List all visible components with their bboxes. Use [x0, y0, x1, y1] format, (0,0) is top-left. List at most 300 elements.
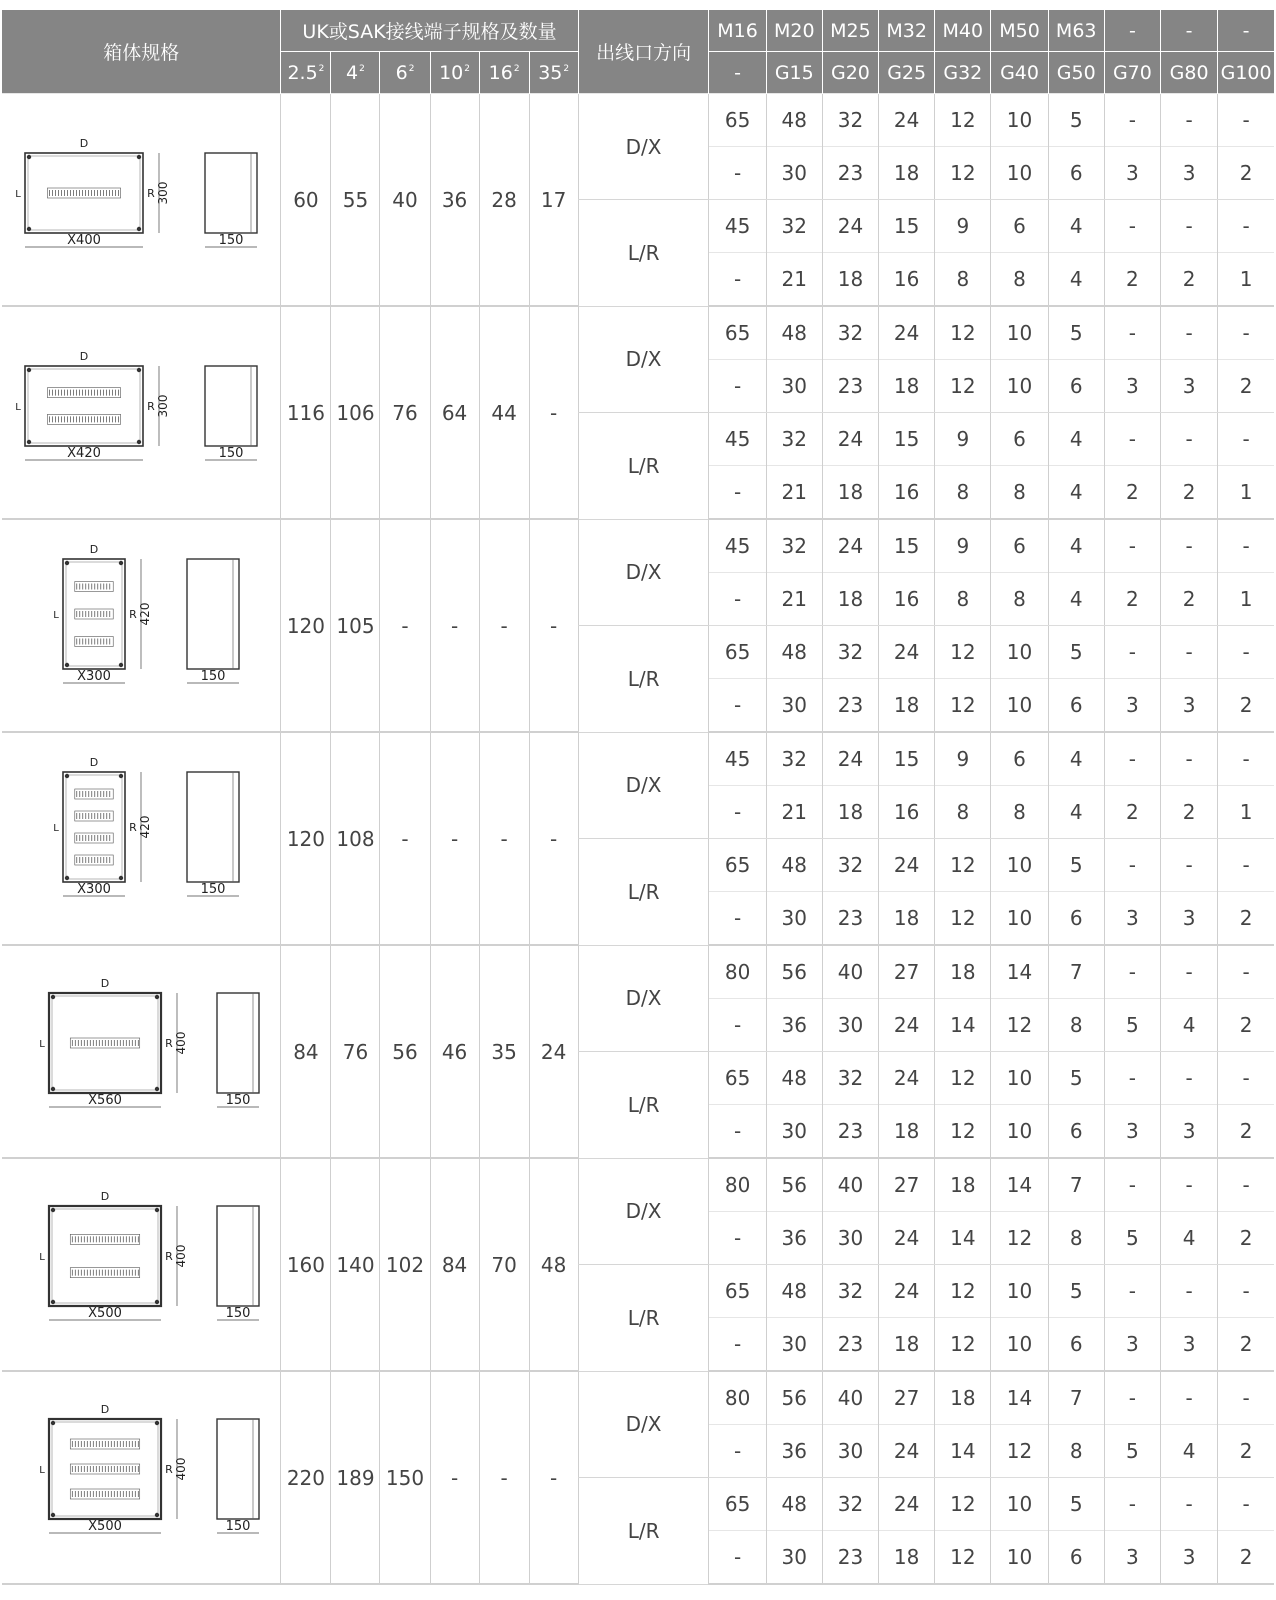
- pipe-thread-count-cell: 12: [935, 1531, 991, 1585]
- outlet-direction-cell: L/R: [578, 839, 709, 946]
- metric-thread-count-cell: 14: [991, 1158, 1048, 1212]
- pipe-thread-count-cell: 10: [991, 147, 1048, 200]
- metric-thread-count-cell: 65: [709, 1052, 766, 1105]
- pipe-thread-count-cell: 8: [1048, 1212, 1104, 1265]
- terminal-count-cell: 106: [331, 306, 380, 519]
- metric-thread-count-cell: -: [1161, 413, 1218, 466]
- pipe-thread-count-cell: 2: [1218, 1105, 1274, 1159]
- pipe-thread-count-cell: 1: [1218, 573, 1274, 626]
- drawing-right-label: R: [165, 1036, 174, 1050]
- pipe-thread-count-cell: 8: [935, 253, 991, 307]
- pipe-thread-count-cell: 36: [766, 999, 822, 1052]
- metric-thread-count-cell: -: [1104, 839, 1160, 892]
- outlet-direction-cell: D/X: [578, 1371, 709, 1478]
- terminal-count-cell: 120: [281, 519, 331, 732]
- pipe-thread-count-cell: 36: [766, 1212, 822, 1265]
- metric-thread-count-cell: -: [1161, 200, 1218, 253]
- outlet-direction-cell: D/X: [578, 732, 709, 839]
- outlet-direction-header: 出线口方向: [578, 10, 709, 94]
- metric-thread-count-cell: 10: [991, 1052, 1048, 1105]
- pipe-thread-count-cell: 12: [935, 147, 991, 200]
- pipe-thread-count-cell: 23: [822, 679, 878, 733]
- drawing-width-value: X300: [77, 668, 112, 684]
- metric-thread-count-cell: 45: [709, 200, 766, 253]
- drawing-side-label: L: [15, 188, 21, 200]
- table-row: [2, 519, 1274, 573]
- drawing-width-value: X560: [88, 1092, 123, 1108]
- metric-thread-count-cell: -: [1218, 626, 1274, 679]
- pipe-thread-count-cell: 2: [1161, 573, 1218, 626]
- pipe-thread-count-cell: 1: [1218, 253, 1274, 307]
- pipe-thread-count-cell: 6: [1048, 1318, 1104, 1372]
- pipe-thread-header: G20: [822, 52, 878, 94]
- pipe-thread-count-cell: 18: [822, 786, 878, 839]
- drawing-height-value: 400: [174, 1031, 189, 1054]
- metric-thread-count-cell: 80: [709, 1158, 766, 1212]
- metric-thread-count-cell: 56: [766, 1371, 822, 1425]
- metric-thread-count-cell: 18: [935, 945, 991, 999]
- metric-thread-count-cell: 40: [822, 1158, 878, 1212]
- box-drawing-side: [217, 1419, 259, 1534]
- metric-thread-count-cell: 5: [1048, 839, 1104, 892]
- drawing-side-label: L: [15, 401, 21, 413]
- pipe-thread-count-cell: 10: [991, 1531, 1048, 1585]
- drawing-depth-value: 150: [225, 1518, 251, 1534]
- pipe-thread-count-cell: 2: [1218, 1212, 1274, 1265]
- metric-thread-header: M25: [822, 10, 878, 52]
- drawing-depth-value: 150: [225, 1305, 251, 1321]
- pipe-thread-count-cell: 2: [1218, 360, 1274, 413]
- metric-thread-count-cell: 7: [1048, 1158, 1104, 1212]
- pipe-thread-count-cell: 3: [1161, 1318, 1218, 1372]
- pipe-thread-count-cell: 30: [822, 1212, 878, 1265]
- metric-thread-count-cell: 7: [1048, 945, 1104, 999]
- pipe-thread-count-cell: 18: [822, 253, 878, 307]
- pipe-thread-count-cell: 23: [822, 1531, 878, 1585]
- metric-thread-header: M50: [991, 10, 1048, 52]
- table-header: [2, 10, 1274, 94]
- pipe-thread-count-cell: 16: [879, 786, 935, 839]
- pipe-thread-count-cell: -: [709, 892, 766, 946]
- metric-thread-count-cell: -: [1218, 306, 1274, 360]
- table-row: [2, 1158, 1274, 1212]
- terminal-count-cell: -: [479, 1371, 529, 1584]
- pipe-thread-count-cell: 12: [991, 999, 1048, 1052]
- metric-thread-count-cell: 48: [766, 1478, 822, 1531]
- pipe-thread-count-cell: 30: [822, 999, 878, 1052]
- metric-thread-count-cell: 80: [709, 1371, 766, 1425]
- pipe-thread-count-cell: 30: [766, 679, 822, 733]
- table-row: [2, 94, 1274, 147]
- terminal-count-cell: 44: [479, 306, 529, 519]
- pipe-thread-count-cell: 10: [991, 360, 1048, 413]
- metric-thread-count-cell: 4: [1048, 200, 1104, 253]
- metric-thread-count-cell: 32: [766, 413, 822, 466]
- drawing-right-label: R: [129, 607, 138, 621]
- metric-thread-count-cell: -: [1161, 94, 1218, 147]
- terminal-count-cell: 24: [529, 945, 578, 1158]
- pipe-thread-count-cell: 10: [991, 679, 1048, 733]
- terminal-count-cell: -: [380, 732, 430, 945]
- terminal-count-cell: 84: [281, 945, 331, 1158]
- terminal-count-cell: -: [430, 732, 479, 945]
- table-row: [2, 1371, 1274, 1425]
- terminal-count-cell: 48: [529, 1158, 578, 1371]
- terminal-count-cell: 140: [331, 1158, 380, 1371]
- metric-thread-count-cell: -: [1104, 1478, 1160, 1531]
- metric-thread-count-cell: 45: [709, 519, 766, 573]
- drawing-side-label: L: [53, 822, 59, 834]
- box-drawing-front: [39, 1403, 188, 1534]
- pipe-thread-count-cell: 4: [1048, 573, 1104, 626]
- terminal-count-cell: -: [479, 732, 529, 945]
- metric-thread-count-cell: -: [1104, 1052, 1160, 1105]
- metric-thread-header: M40: [935, 10, 991, 52]
- metric-thread-count-cell: -: [1104, 945, 1160, 999]
- metric-thread-count-cell: 9: [935, 200, 991, 253]
- drawing-side-label: L: [39, 1038, 45, 1050]
- drawing-height-value: 300: [156, 394, 171, 417]
- metric-thread-count-cell: -: [1218, 945, 1274, 999]
- box-drawing-side: [217, 1206, 259, 1321]
- metric-thread-count-cell: 24: [822, 413, 878, 466]
- drawing-top-label: D: [100, 976, 110, 990]
- pipe-thread-count-cell: 2: [1218, 147, 1274, 200]
- box-drawing-side: [217, 993, 259, 1108]
- outlet-direction-cell: L/R: [578, 413, 709, 520]
- pipe-thread-header: G50: [1048, 52, 1104, 94]
- terminal-count-cell: 76: [380, 306, 430, 519]
- metric-thread-count-cell: 5: [1048, 1478, 1104, 1531]
- pipe-thread-count-cell: 16: [879, 466, 935, 520]
- metric-thread-count-cell: 24: [822, 732, 878, 786]
- pipe-thread-count-cell: 14: [935, 1212, 991, 1265]
- pipe-thread-count-cell: 12: [935, 892, 991, 946]
- terminal-count-cell: -: [529, 732, 578, 945]
- pipe-thread-count-cell: 18: [822, 573, 878, 626]
- table-body: [2, 94, 1274, 1585]
- metric-thread-count-cell: 15: [879, 519, 935, 573]
- metric-thread-count-cell: -: [1218, 1478, 1274, 1531]
- pipe-thread-count-cell: 18: [879, 1531, 935, 1585]
- metric-thread-count-cell: -: [1104, 1371, 1160, 1425]
- spec-table-wrapper: [2, 10, 1274, 1585]
- terminal-count-cell: 64: [430, 306, 479, 519]
- pipe-thread-count-cell: 21: [766, 253, 822, 307]
- metric-thread-count-cell: -: [1161, 1265, 1218, 1318]
- pipe-thread-count-cell: 1: [1218, 786, 1274, 839]
- pipe-thread-count-cell: 12: [935, 1105, 991, 1159]
- drawing-top-label: D: [89, 755, 99, 769]
- drawing-top-label: D: [100, 1402, 110, 1416]
- outlet-direction-cell: D/X: [578, 94, 709, 200]
- metric-thread-count-cell: 48: [766, 839, 822, 892]
- metric-thread-header: M16: [709, 10, 766, 52]
- pipe-thread-count-cell: -: [709, 1212, 766, 1265]
- outlet-direction-cell: L/R: [578, 1052, 709, 1159]
- metric-thread-count-cell: -: [1161, 839, 1218, 892]
- pipe-thread-count-cell: 2: [1218, 1425, 1274, 1478]
- metric-thread-count-cell: 27: [879, 945, 935, 999]
- metric-thread-count-cell: 56: [766, 945, 822, 999]
- pipe-thread-count-cell: 8: [935, 573, 991, 626]
- terminal-count-cell: 150: [380, 1371, 430, 1584]
- pipe-thread-count-cell: 12: [991, 1212, 1048, 1265]
- pipe-thread-count-cell: 23: [822, 360, 878, 413]
- drawing-width-value: X420: [67, 445, 102, 461]
- drawing-depth-value: 150: [225, 1092, 251, 1108]
- pipe-thread-count-cell: 18: [879, 360, 935, 413]
- pipe-thread-count-cell: 16: [879, 573, 935, 626]
- pipe-thread-count-cell: 16: [879, 253, 935, 307]
- terminal-size-header: $6^2$: [380, 52, 430, 94]
- pipe-thread-count-cell: 18: [879, 147, 935, 200]
- pipe-thread-count-cell: 3: [1104, 1531, 1160, 1585]
- pipe-thread-header: G40: [991, 52, 1048, 94]
- metric-thread-count-cell: 80: [709, 945, 766, 999]
- drawing-side-label: L: [53, 609, 59, 621]
- metric-thread-count-cell: 40: [822, 945, 878, 999]
- metric-thread-count-cell: 24: [879, 626, 935, 679]
- drawing-width-value: X500: [88, 1305, 123, 1321]
- pipe-thread-count-cell: 3: [1161, 360, 1218, 413]
- pipe-thread-count-cell: 2: [1161, 253, 1218, 307]
- drawing-right-label: R: [129, 820, 138, 834]
- metric-thread-count-cell: -: [1104, 413, 1160, 466]
- terminal-count-cell: 28: [479, 94, 529, 307]
- metric-thread-count-cell: 45: [709, 732, 766, 786]
- pipe-thread-count-cell: 30: [766, 892, 822, 946]
- metric-thread-count-cell: 6: [991, 200, 1048, 253]
- drawing-depth-value: 150: [200, 881, 226, 897]
- pipe-thread-count-cell: 3: [1104, 1105, 1160, 1159]
- box-drawing: [2, 306, 281, 519]
- metric-thread-count-cell: 45: [709, 413, 766, 466]
- pipe-thread-count-cell: 23: [822, 892, 878, 946]
- metric-thread-count-cell: 65: [709, 1478, 766, 1531]
- box-spec-header: 箱体规格: [2, 10, 281, 94]
- terminal-count-cell: 105: [331, 519, 380, 732]
- pipe-thread-count-cell: 8: [991, 573, 1048, 626]
- outlet-direction-cell: D/X: [578, 1158, 709, 1265]
- box-drawing: [2, 732, 281, 945]
- pipe-thread-count-cell: 6: [1048, 147, 1104, 200]
- metric-thread-count-cell: -: [1104, 626, 1160, 679]
- pipe-thread-count-cell: 2: [1218, 999, 1274, 1052]
- drawing-height-value: 300: [156, 181, 171, 204]
- outlet-direction-cell: L/R: [578, 1265, 709, 1372]
- metric-thread-count-cell: 32: [822, 94, 878, 147]
- terminal-count-cell: 35: [479, 945, 529, 1158]
- metric-thread-count-cell: 24: [879, 306, 935, 360]
- metric-thread-count-cell: -: [1161, 626, 1218, 679]
- pipe-thread-count-cell: 8: [935, 466, 991, 520]
- terminal-count-cell: -: [529, 519, 578, 732]
- box-drawing-side: [187, 559, 239, 684]
- box-drawing-front: [15, 137, 170, 248]
- metric-thread-count-cell: -: [1161, 945, 1218, 999]
- pipe-thread-header: G80: [1161, 52, 1218, 94]
- pipe-thread-count-cell: -: [709, 1318, 766, 1372]
- metric-thread-count-cell: 15: [879, 413, 935, 466]
- metric-thread-header: -: [1218, 10, 1274, 52]
- pipe-thread-count-cell: 14: [935, 1425, 991, 1478]
- pipe-thread-header: G25: [879, 52, 935, 94]
- metric-thread-count-cell: 65: [709, 626, 766, 679]
- metric-thread-count-cell: 14: [991, 945, 1048, 999]
- metric-thread-count-cell: 32: [822, 839, 878, 892]
- pipe-thread-count-cell: 2: [1161, 786, 1218, 839]
- metric-thread-count-cell: 27: [879, 1371, 935, 1425]
- metric-thread-count-cell: 56: [766, 1158, 822, 1212]
- box-drawing-front: [53, 543, 152, 684]
- pipe-thread-count-cell: 8: [991, 466, 1048, 520]
- terminal-count-cell: 46: [430, 945, 479, 1158]
- metric-thread-count-cell: 15: [879, 200, 935, 253]
- pipe-thread-count-cell: 18: [822, 466, 878, 520]
- box-drawing: [2, 945, 281, 1158]
- terminal-count-cell: -: [529, 306, 578, 519]
- terminal-count-cell: 160: [281, 1158, 331, 1371]
- terminal-count-cell: 84: [430, 1158, 479, 1371]
- pipe-thread-count-cell: 30: [766, 147, 822, 200]
- metric-thread-count-cell: 24: [879, 1265, 935, 1318]
- drawing-height-value: 400: [174, 1457, 189, 1480]
- pipe-thread-count-cell: -: [709, 999, 766, 1052]
- drawing-right-label: R: [147, 399, 156, 413]
- drawing-top-label: D: [79, 136, 89, 150]
- metric-thread-count-cell: -: [1218, 839, 1274, 892]
- pipe-thread-count-cell: 24: [879, 1212, 935, 1265]
- pipe-thread-count-cell: 21: [766, 786, 822, 839]
- metric-thread-count-cell: 15: [879, 732, 935, 786]
- pipe-thread-count-cell: 30: [822, 1425, 878, 1478]
- enclosure-spec-table: [2, 10, 1274, 1585]
- outlet-direction-cell: D/X: [578, 519, 709, 626]
- pipe-thread-count-cell: 3: [1104, 147, 1160, 200]
- pipe-thread-count-cell: 2: [1104, 466, 1160, 520]
- metric-thread-count-cell: 9: [935, 732, 991, 786]
- pipe-thread-count-cell: 8: [1048, 999, 1104, 1052]
- metric-thread-count-cell: -: [1218, 413, 1274, 466]
- pipe-thread-count-cell: 30: [766, 1318, 822, 1372]
- metric-thread-count-cell: 40: [822, 1371, 878, 1425]
- metric-thread-count-cell: -: [1218, 1371, 1274, 1425]
- pipe-thread-count-cell: 10: [991, 1105, 1048, 1159]
- drawing-width-value: X500: [88, 1518, 123, 1534]
- drawing-right-label: R: [165, 1249, 174, 1263]
- metric-thread-count-cell: 12: [935, 306, 991, 360]
- pipe-thread-count-cell: 1: [1218, 466, 1274, 520]
- pipe-thread-count-cell: 10: [991, 892, 1048, 946]
- terminal-count-cell: 76: [331, 945, 380, 1158]
- table-row: [2, 306, 1274, 360]
- metric-thread-count-cell: -: [1104, 1265, 1160, 1318]
- terminal-count-cell: -: [430, 519, 479, 732]
- metric-thread-count-cell: 65: [709, 94, 766, 147]
- pipe-thread-count-cell: 2: [1104, 573, 1160, 626]
- pipe-thread-count-cell: 2: [1218, 892, 1274, 946]
- metric-thread-count-cell: 12: [935, 1265, 991, 1318]
- pipe-thread-count-cell: 23: [822, 1105, 878, 1159]
- terminal-count-cell: 102: [380, 1158, 430, 1371]
- pipe-thread-count-cell: 2: [1218, 1531, 1274, 1585]
- drawing-width-value: X400: [67, 232, 102, 248]
- box-drawing: [2, 519, 281, 732]
- metric-thread-count-cell: -: [1104, 94, 1160, 147]
- metric-thread-count-cell: 48: [766, 626, 822, 679]
- pipe-thread-count-cell: 4: [1048, 253, 1104, 307]
- pipe-thread-count-cell: -: [709, 679, 766, 733]
- pipe-thread-count-cell: 2: [1104, 786, 1160, 839]
- pipe-thread-count-cell: 8: [991, 253, 1048, 307]
- pipe-thread-count-cell: 2: [1218, 679, 1274, 733]
- pipe-thread-count-cell: 18: [879, 892, 935, 946]
- pipe-thread-header: G15: [766, 52, 822, 94]
- terminal-count-cell: 56: [380, 945, 430, 1158]
- terminal-count-cell: -: [529, 1371, 578, 1584]
- metric-thread-count-cell: 65: [709, 839, 766, 892]
- metric-thread-count-cell: 12: [935, 839, 991, 892]
- metric-thread-count-cell: -: [1218, 200, 1274, 253]
- pipe-thread-count-cell: 36: [766, 1425, 822, 1478]
- outlet-direction-cell: D/X: [578, 306, 709, 413]
- pipe-thread-count-cell: 5: [1104, 1212, 1160, 1265]
- metric-thread-count-cell: -: [1104, 519, 1160, 573]
- pipe-thread-count-cell: -: [709, 466, 766, 520]
- metric-thread-count-cell: 24: [879, 1052, 935, 1105]
- pipe-thread-count-cell: 6: [1048, 360, 1104, 413]
- pipe-thread-count-cell: 5: [1104, 999, 1160, 1052]
- pipe-thread-count-cell: 6: [1048, 892, 1104, 946]
- pipe-thread-count-cell: 12: [935, 1318, 991, 1372]
- pipe-thread-count-cell: 12: [935, 679, 991, 733]
- pipe-thread-count-cell: 4: [1048, 786, 1104, 839]
- terminal-count-cell: -: [479, 519, 529, 732]
- metric-thread-count-cell: 24: [822, 519, 878, 573]
- metric-thread-count-cell: 9: [935, 413, 991, 466]
- pipe-thread-count-cell: 6: [1048, 679, 1104, 733]
- metric-thread-count-cell: -: [1218, 1052, 1274, 1105]
- metric-thread-count-cell: 65: [709, 306, 766, 360]
- drawing-height-value: 420: [138, 602, 153, 625]
- pipe-thread-count-cell: 3: [1104, 679, 1160, 733]
- pipe-thread-count-cell: 4: [1161, 999, 1218, 1052]
- terminal-size-header: $35^2$: [529, 52, 578, 94]
- box-drawing-front: [39, 977, 188, 1108]
- terminal-size-header: $2.5^2$: [281, 52, 331, 94]
- metric-thread-count-cell: 27: [879, 1158, 935, 1212]
- metric-thread-count-cell: 12: [935, 1478, 991, 1531]
- metric-thread-count-cell: 12: [935, 1052, 991, 1105]
- metric-thread-count-cell: 5: [1048, 306, 1104, 360]
- box-drawing-front: [39, 1190, 188, 1321]
- pipe-thread-count-cell: 3: [1104, 892, 1160, 946]
- drawing-side-label: L: [39, 1251, 45, 1263]
- terminal-size-header: $16^2$: [479, 52, 529, 94]
- pipe-thread-count-cell: 18: [879, 1318, 935, 1372]
- box-drawing: [2, 1158, 281, 1371]
- terminal-count-cell: -: [380, 519, 430, 732]
- metric-thread-count-cell: 24: [822, 200, 878, 253]
- metric-thread-count-cell: 18: [935, 1371, 991, 1425]
- terminal-count-cell: 70: [479, 1158, 529, 1371]
- box-drawing-side: [205, 153, 257, 248]
- metric-thread-header: M20: [766, 10, 822, 52]
- pipe-thread-count-cell: 3: [1104, 1318, 1160, 1372]
- table-row: [2, 945, 1274, 999]
- metric-thread-count-cell: 9: [935, 519, 991, 573]
